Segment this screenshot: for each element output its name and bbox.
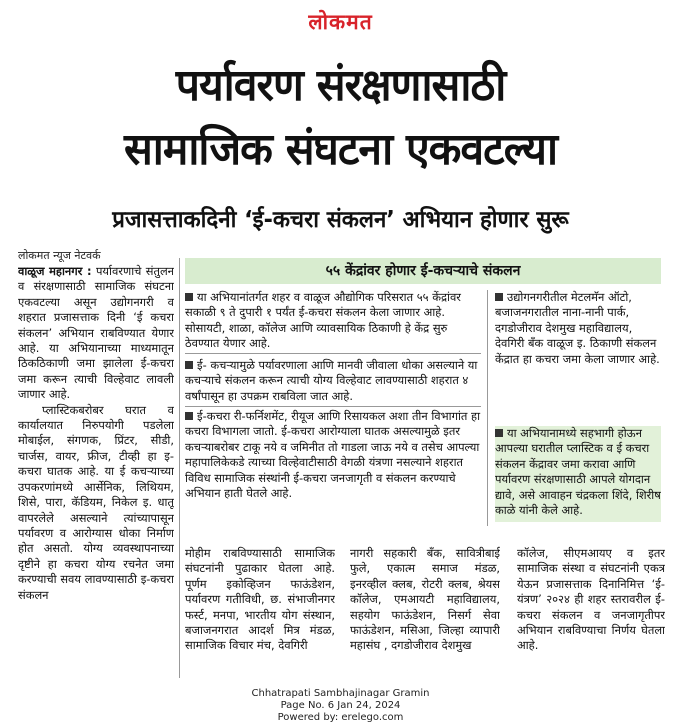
info-bullet-3-text: ई-कचरा री-फर्निशमेंट, रीयूज आणि रिसायकल अशा तीन विभागांत हा कचरा विभागला जातो. ई-कचरा आरोग्याला घातक असल्यामुळे इतर कचऱ्याबरोबर टाकू नये व जमिनीत तो गाडला जाऊ नये व तसेच आपल्या महापालिकेकडे त्याच्या विल्हेवाटीसाठी वेगळी यंत्रणा नसल्याने शहरात विविध सामाजिक संस्थांनी ई-कचरा जनजागृती व संकलन करण्याचे अभियान हाती घेतले आहे. xyxy=(185,409,481,501)
footer-edition: Chhatrapati Sambhajinagar Gramin xyxy=(251,688,430,699)
bullet-square-icon xyxy=(185,412,193,420)
headline-line-2: सामाजिक संघटना एकवटल्या xyxy=(123,124,558,175)
bullet-square-icon xyxy=(495,293,503,301)
info-box-heading: ५५ केंद्रांवर होणार ई-कचऱ्याचे संकलन xyxy=(185,258,661,284)
info-bullet-2-text: ई- कचऱ्यामुळे पर्यावरणाला आणि मानवी जीवाला धोका असल्याने या कचऱ्याचे संकलन करून त्याची योग्य विल्हेवाट लावण्यासाठी शहरात ४ वर्षांपासून हा उपक्रम राबविला जात आहे. xyxy=(185,358,478,403)
footer-page-date: Page No. 6 Jan 24, 2024 xyxy=(280,700,401,711)
article-column-3: नागरी सहकारी बँक, सावित्रीबाई फुले, एकात्म समाज मंडळ, इनरव्हील क्लब, रोटरी क्लब, श्रेयस कॉलेज, एमआयटी महाविद्यालय, सहयोग फाऊंडेशन, निसर्ग सेवा फाऊंडेशन, मसिआ, जिल्हा व्यापारी महासंघ , दगडोजीराव देशमुख xyxy=(350,546,500,653)
info-bullet-4-text: उद्योगनगरीतील मेटलमॅन ऑटो, बजाजनगरातील नाना-नानी पार्क, दगडोजीराव देशमुख महाविद्यालय, देवगिरी बँक वाळूज इ. ठिकाणी संकलन केंद्रात हा कचरा जमा केला जाणार आहे. xyxy=(495,290,660,366)
bullet-square-icon xyxy=(185,293,193,301)
dateline: वाळूज महानगर : xyxy=(18,264,92,278)
bullet-square-icon xyxy=(495,429,503,437)
article-paragraph-1: पर्यावरणाचे संतुलन व संरक्षणासाठी सामाजिक संघटना एकवटल्या असून उद्योगनगरी व शहरात प्रजासत्ताक दिनी ‘ई कचरा संकलन’ अभियान राबविण्यात येणार आहे. या अभियानाच्या माध्यमातून ठिकठिकाणी जमा झालेला ई-कचरा जमा करून त्याची विल्हेवाट लावली जाणार आहे. xyxy=(18,264,174,402)
lokmat-logo: लोकमत xyxy=(308,9,373,34)
article-column-4: कॉलेज, सीएमआयए व इतर सामाजिक संस्था व संघटनांनी एकत्र येऊन प्रजासत्ताक दिनानिमित्त ‘ई-यंत्रण’ २०२४ ही शहर स्तरावरील ई-कचरा संकलन व जनजागृतीपर अभियान राबविण्याचा निर्णय घेतला आहे. xyxy=(517,546,665,653)
bullet-divider xyxy=(185,406,481,407)
article-column-2: मोहीम राबविण्यासाठी सामाजिक संघटनांनी पुढाकार घेतला आहे. पूर्णम इकोव्हिजन फाऊंडेशन, पर्यावरण गतीविधी, छ. संभाजीनगर फर्स्ट, मनपा, भारतीय योग संस्थान, बजाजनगरात आदर्श मित्र मंडळ, सामाजिक विचार मंच, देवगिरी xyxy=(185,546,335,653)
box-column-divider xyxy=(487,290,488,526)
bullet-divider xyxy=(185,353,481,354)
bullet-square-icon xyxy=(185,361,193,369)
info-bullet-3 xyxy=(185,409,481,501)
info-bullet-1 xyxy=(185,290,481,352)
info-bullet-5 xyxy=(495,426,661,522)
byline: लोकमत न्यूज नेटवर्क xyxy=(18,249,101,262)
article-paragraph-2: प्लास्टिकबरोबर घरात व कार्यालयात निरुपयोगी पडलेला मोबाईल, संगणक, प्रिंटर, सीडी, चार्जस, वायर, फ्रीज, टीव्ही हा इ-कचरा घातक आहे. या ई कचऱ्याच्या उपकरणांमध्ये आर्सेनिक, लिथियम, शिसे, पारा, कॅडियम, निकेल इ. धातू वापरलेले असल्याने त्यांच्यापासून पर्यावरण व आरोग्यास धोका निर्माण होत असतो. योग्य व्यवस्थापनाच्या दृष्टीने हा कचरा योग्य रचनेत जमा करण्याची सवय लावण्यासाठी इ-कचरा संकलन xyxy=(18,402,174,602)
page-footer xyxy=(0,688,681,724)
headline-line-1: पर्यावरण संरक्षणासाठी xyxy=(175,60,506,111)
footer-powered-by: Powered by: erelego.com xyxy=(277,712,404,723)
info-bullet-4 xyxy=(495,290,661,367)
info-box xyxy=(185,258,661,526)
info-bullet-1-text: या अभियानांतर्गत शहर व वाळूज औद्योगिक परिसरात ५५ केंद्रांवर सकाळी ९ ते दुपारी १ पर्यंत ई-कचरा संकलन केला जाणार आहे. सोसायटी, शाळा, कॉलेज आणि व्यावसायिक ठिकाणी हे केंद्र सुरु ठेवण्यात येणार आहे. xyxy=(185,290,461,351)
info-bullet-2 xyxy=(185,358,481,404)
info-bullet-5-text: या अभियानामध्ये सहभागी होऊन आपल्या घरातील प्लास्टिक व ई कचरा संकलन केंद्रावर जमा करावा आणि पर्यावरण संरक्षणासाठी आपले योगदान द्यावे, असे आवाहन चंद्रकला शिंदे, शिरीष काळे यांनी केले आहे. xyxy=(495,426,661,518)
column-divider xyxy=(179,258,180,678)
subheadline: प्रजासत्ताकदिनी ‘ई-कचरा संकलन’ अभियान होणार सुरू xyxy=(112,207,569,233)
article-column-1 xyxy=(18,264,174,678)
